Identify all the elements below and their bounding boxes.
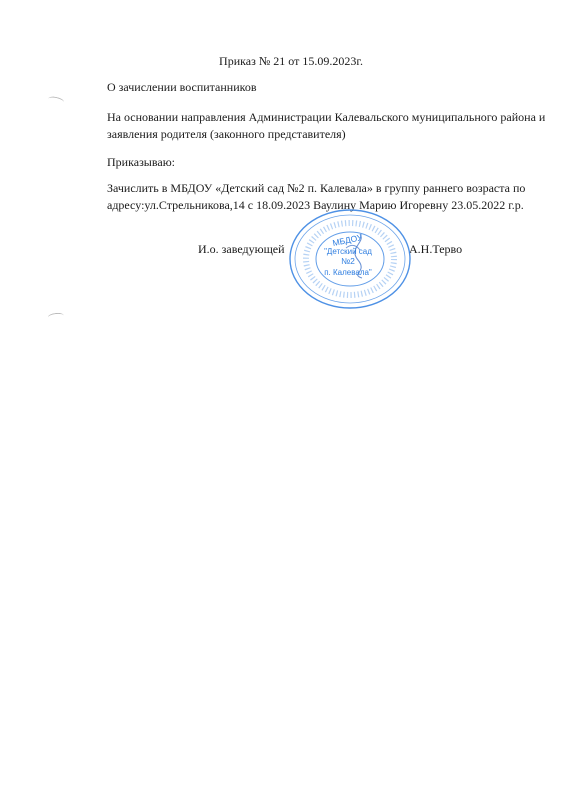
stamp-line-3: №2 (341, 256, 355, 266)
hole-punch-mark (47, 95, 64, 105)
stamp-line-2: "Детский сад (324, 247, 372, 256)
official-stamp (288, 208, 412, 310)
stamp-line-4: п. Калевала" (324, 268, 372, 277)
stamp-graphic (288, 208, 412, 310)
decree-heading: Приказываю: (107, 155, 175, 169)
basis-line-1: На основании направления Администрации Калевальского муниципального района и (107, 110, 546, 124)
enrollment-line-2: адресу:ул.Стрельникова,14 с 18.09.2023 Ваулину Марию Игоревну 23.05.2022 г.р. (107, 198, 524, 212)
enrollment-line-1: Зачислить в МБДОУ «Детский сад №2 п. Калевала» в группу раннего возраста по (107, 181, 526, 195)
basis-line-2: заявления родителя (законного представителя) (107, 127, 346, 141)
signer-name: А.Н.Терво (409, 242, 463, 256)
hole-punch-mark (48, 312, 65, 321)
order-title: Приказ № 21 от 15.09.2023г. (219, 54, 363, 68)
stamp-line-1: МБДОУ (331, 232, 364, 249)
signer-position: И.о. заведующей (198, 242, 285, 256)
order-subject: О зачислении воспитанников (107, 80, 257, 94)
